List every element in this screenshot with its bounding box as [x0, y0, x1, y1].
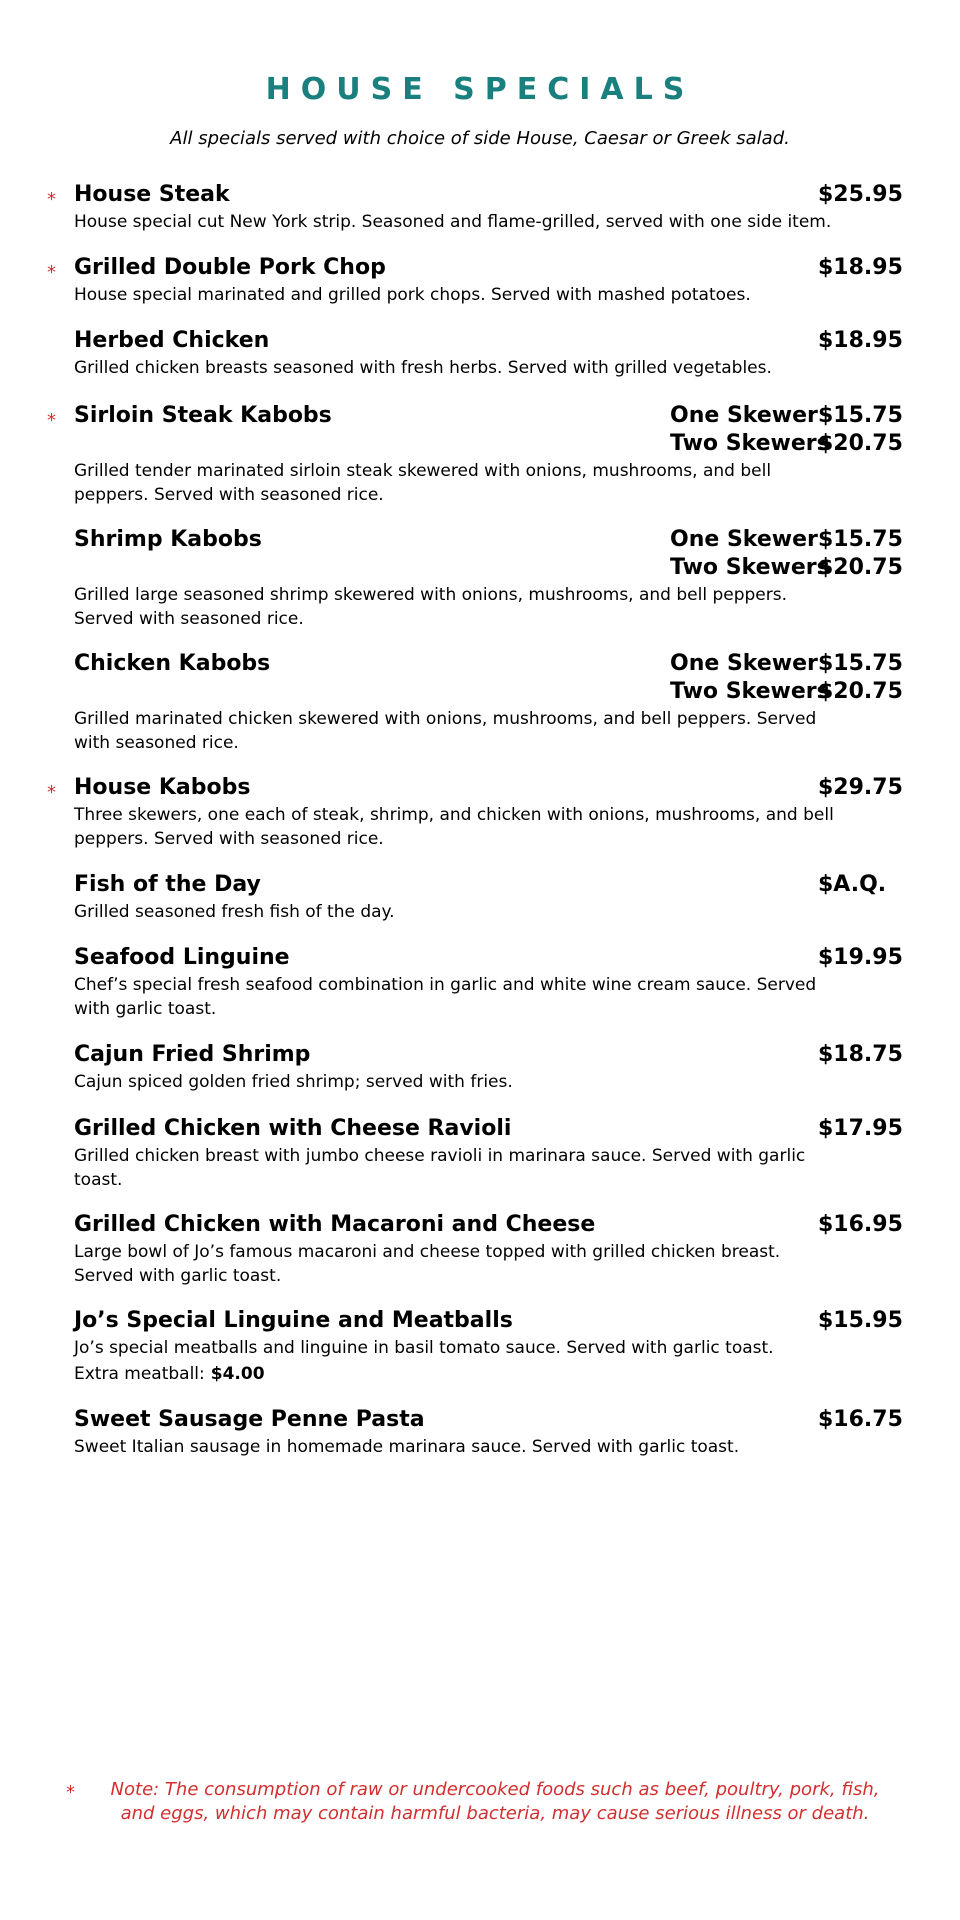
raw-food-star-icon: * — [47, 189, 56, 210]
item-description: Grilled chicken breast with jumbo cheese ravioli in marinara sauce. Served with garlic toast. — [74, 1146, 806, 1190]
item-price: $20.75 — [818, 431, 903, 456]
one-skewer-row — [0, 651, 960, 679]
two-skewer-row — [0, 431, 960, 459]
item-price: $29.75 — [818, 775, 903, 800]
item-description: Grilled chicken breasts seasoned with fresh herbs. Served with grilled vegetables. — [74, 358, 772, 378]
raw-food-warning-note: Note: The consumption of raw or undercooked foods such as beef, poultry, pork, fish, and eggs, which may contain harmful bacteria, may cause serious illness or death. — [110, 1779, 880, 1824]
two-skewer-row — [0, 679, 960, 707]
item-description: House special cut New York strip. Seasoned and flame-grilled, served with one side item. — [74, 212, 832, 232]
item-price: $A.Q. — [818, 872, 887, 897]
note-star-icon: * — [66, 1782, 75, 1803]
skewer-label: Two Skewers — [670, 555, 830, 580]
item-description: Large bowl of Jo’s famous macaroni and cheese topped with grilled chicken breast. Served with garlic toast. — [74, 1242, 781, 1286]
item-name: Seafood Linguine — [74, 945, 290, 970]
menu-title: HOUSE SPECIALS — [265, 72, 695, 107]
item-price: $19.95 — [818, 945, 903, 970]
item-name: Grilled Double Pork Chop — [74, 255, 386, 280]
one-skewer-row — [0, 403, 960, 431]
item-price: $18.75 — [818, 1042, 903, 1067]
one-skewer-row — [0, 527, 960, 555]
two-skewer-row — [0, 555, 960, 583]
item-price: $15.75 — [818, 527, 903, 552]
item-name: Grilled Chicken with Cheese Ravioli — [74, 1116, 512, 1141]
item-price: $18.95 — [818, 328, 903, 353]
item-description: House special marinated and grilled pork chops. Served with mashed potatoes. — [74, 285, 751, 305]
item-description: Sweet Italian sausage in homemade marinara sauce. Served with garlic toast. — [74, 1437, 740, 1457]
item-price: $20.75 — [818, 679, 903, 704]
item-description: Grilled seasoned fresh fish of the day. — [74, 902, 395, 922]
extra-meatball — [74, 1362, 265, 1386]
item-description: Grilled marinated chicken skewered with onions, mushrooms, and bell peppers. Served with seasoned rice. — [74, 709, 817, 753]
item-description: Cajun spiced golden fried shrimp; served with fries. — [74, 1072, 513, 1092]
raw-food-star-icon: * — [47, 782, 56, 803]
extra-label: Extra meatball: — [74, 1364, 205, 1384]
item-description: Jo’s special meatballs and linguine in basil tomato sauce. Served with garlic toast. — [74, 1338, 774, 1358]
item-price: $17.95 — [818, 1116, 903, 1141]
item-name: Sweet Sausage Penne Pasta — [74, 1407, 425, 1432]
item-name: Jo’s Special Linguine and Meatballs — [74, 1308, 513, 1333]
item-name: Grilled Chicken with Macaroni and Cheese — [74, 1212, 596, 1237]
skewer-label: Two Skewers — [670, 431, 830, 456]
item-price: $25.95 — [818, 182, 903, 207]
item-name: House Steak — [74, 182, 230, 207]
item-description: Grilled large seasoned shrimp skewered with onions, mushrooms, and bell peppers. Served with seasoned rice. — [74, 585, 788, 629]
raw-food-star-icon: * — [47, 262, 56, 283]
item-name: Chicken Kabobs — [74, 651, 271, 676]
item-description: Three skewers, one each of steak, shrimp, and chicken with onions, mushrooms, and bell peppers. Served with seasoned rice. — [74, 805, 834, 849]
raw-food-star-icon: * — [47, 410, 56, 431]
item-name: Fish of the Day — [74, 872, 261, 897]
item-description: Chef’s special fresh seafood combination in garlic and white wine cream sauce. Served with garlic toast. — [74, 975, 817, 1019]
extra-price: $4.00 — [210, 1364, 265, 1384]
item-price: $16.95 — [818, 1212, 903, 1237]
item-price: $20.75 — [818, 555, 903, 580]
item-name: Sirloin Steak Kabobs — [74, 403, 332, 428]
item-description: Grilled tender marinated sirloin steak skewered with onions, mushrooms, and bell peppers. Served with seasoned rice. — [74, 461, 772, 505]
item-name: House Kabobs — [74, 775, 251, 800]
menu-subtitle: All specials served with choice of side House, Caesar or Greek salad. — [170, 128, 790, 149]
item-price: $15.95 — [818, 1308, 903, 1333]
skewer-label: One Skewer — [670, 527, 818, 552]
skewer-label: Two Skewers — [670, 679, 830, 704]
item-price: $16.75 — [818, 1407, 903, 1432]
item-price: $18.95 — [818, 255, 903, 280]
skewer-label: One Skewer — [670, 651, 818, 676]
item-name: Herbed Chicken — [74, 328, 270, 353]
item-price: $15.75 — [818, 651, 903, 676]
item-price: $15.75 — [818, 403, 903, 428]
skewer-label: One Skewer — [670, 403, 818, 428]
item-name: Cajun Fried Shrimp — [74, 1042, 311, 1067]
item-name: Shrimp Kabobs — [74, 527, 262, 552]
